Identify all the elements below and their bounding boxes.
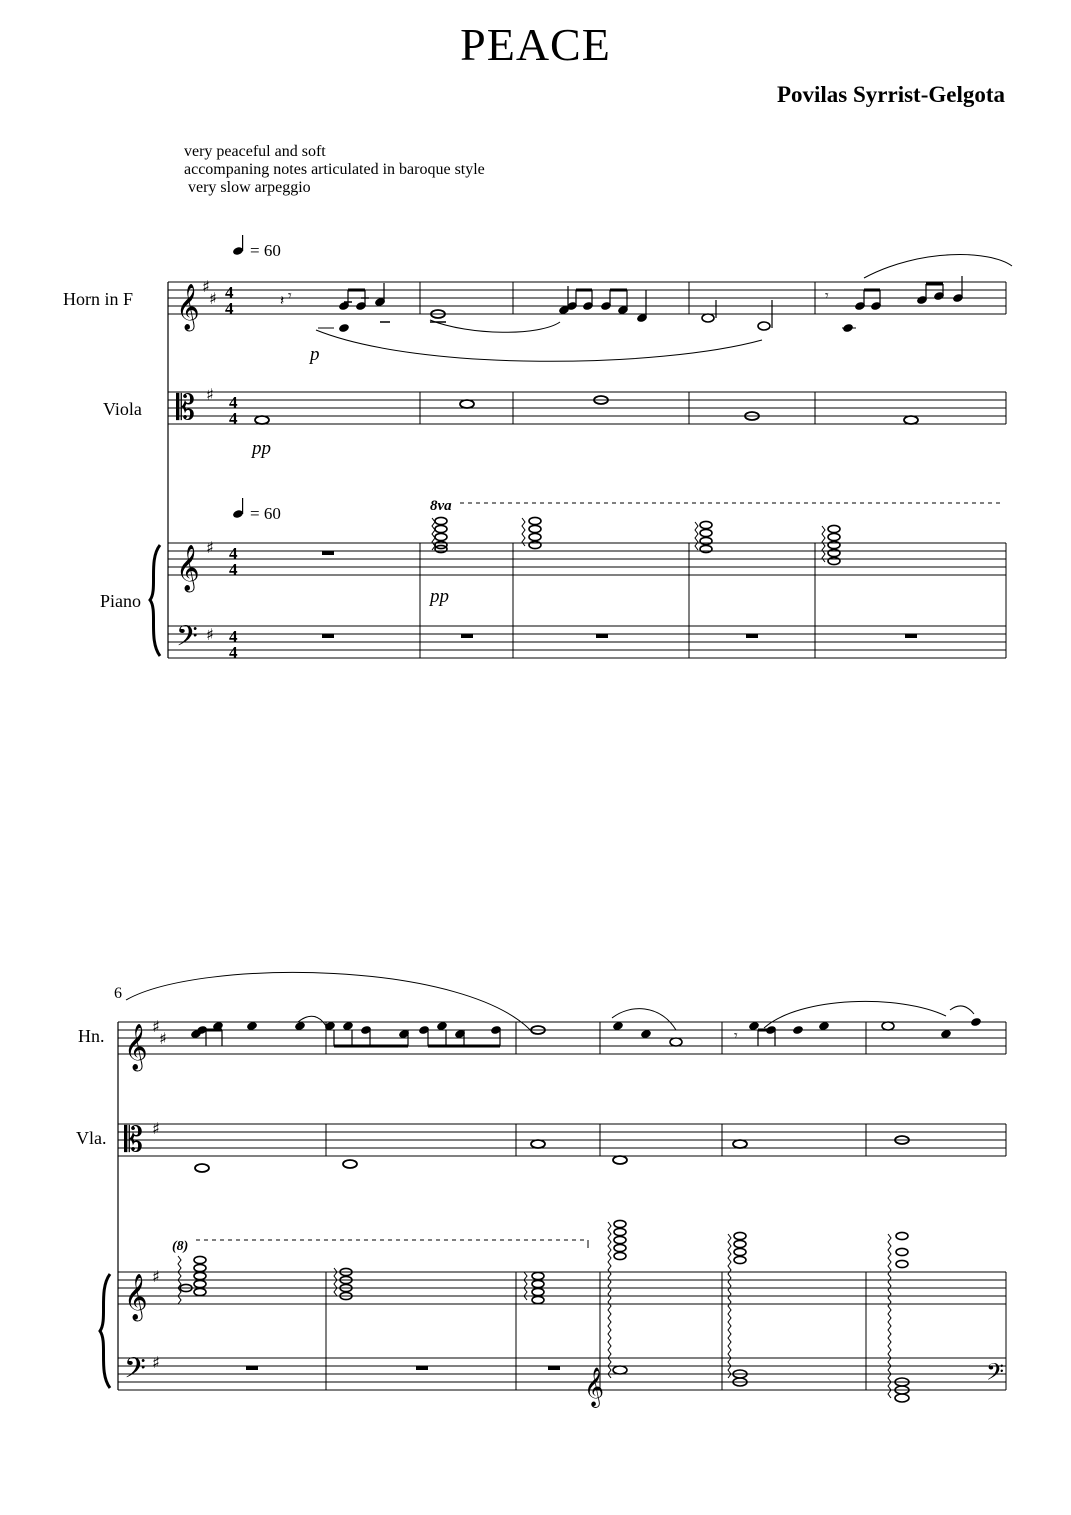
key-signature bbox=[152, 277, 217, 1372]
svg-text:𝄽: 𝄽 bbox=[280, 293, 285, 309]
ottava-continuation: (8) bbox=[172, 1239, 189, 1254]
svg-text:4: 4 bbox=[229, 643, 238, 662]
svg-text:4: 4 bbox=[229, 544, 238, 563]
piano-treble-staff-lines bbox=[168, 543, 1006, 575]
performance-instruction: very slow arpeggio bbox=[184, 179, 311, 196]
bass-clef-icon: 𝄢 bbox=[986, 1358, 1005, 1391]
rest-glyphs bbox=[280, 288, 829, 1044]
piano-brace-system2 bbox=[100, 1274, 110, 1388]
svg-text:4: 4 bbox=[229, 627, 238, 646]
quarter-note-stem bbox=[242, 498, 243, 514]
composer-name: Povilas Syrrist-Gelgota bbox=[776, 82, 1005, 107]
dynamic-marking: pp bbox=[252, 438, 271, 459]
time-signature bbox=[225, 283, 238, 662]
dynamic-marking: pp bbox=[430, 586, 449, 607]
treble-clef-icon: 𝄞 bbox=[176, 284, 200, 330]
quarter-note-stem bbox=[242, 235, 243, 251]
horn-noteheads bbox=[338, 291, 964, 333]
piano-bass-staff-lines-system2 bbox=[118, 1358, 1006, 1390]
measure-number: 6 bbox=[114, 985, 122, 1002]
viola-short-label: Vla. bbox=[76, 1128, 107, 1148]
piano-treble-staff-lines-system2 bbox=[118, 1272, 1006, 1304]
horn-noteheads-system2 bbox=[190, 1017, 982, 1046]
score-title: PEACE bbox=[460, 19, 611, 70]
barlines-system2 bbox=[326, 1022, 1006, 1390]
svg-text:4: 4 bbox=[229, 409, 238, 428]
svg-text:♯: ♯ bbox=[152, 1353, 160, 1372]
viola-staff-lines bbox=[168, 392, 1006, 424]
svg-text:♯: ♯ bbox=[206, 538, 214, 557]
bass-clef-icon: 𝄢 bbox=[124, 1352, 146, 1392]
svg-text:♯: ♯ bbox=[152, 1119, 160, 1138]
svg-text:𝄾: 𝄾 bbox=[734, 1028, 738, 1044]
piano-chords-system2 bbox=[178, 1220, 909, 1402]
svg-text:♯: ♯ bbox=[202, 277, 210, 296]
bass-clef-icon: 𝄢 bbox=[176, 620, 198, 660]
svg-text:♯: ♯ bbox=[206, 625, 214, 644]
barlines bbox=[420, 282, 1006, 658]
horn-label: Horn in F bbox=[63, 289, 134, 309]
svg-text:𝄾: 𝄾 bbox=[288, 288, 292, 304]
treble-clef-icon: 𝄞 bbox=[124, 1024, 148, 1070]
svg-text:4: 4 bbox=[225, 299, 234, 318]
svg-text:♯: ♯ bbox=[159, 1029, 167, 1048]
viola-noteheads-system2 bbox=[195, 1136, 909, 1172]
svg-text:4: 4 bbox=[229, 560, 238, 579]
svg-text:♯: ♯ bbox=[152, 1017, 160, 1036]
treble-clef-icon: 𝄞 bbox=[584, 1367, 605, 1407]
treble-clef-icon: 𝄞 bbox=[124, 1274, 148, 1320]
whole-rests bbox=[246, 551, 917, 1370]
performance-instruction: very peaceful and soft bbox=[184, 143, 326, 160]
svg-text:4: 4 bbox=[229, 393, 238, 412]
svg-text:♯: ♯ bbox=[206, 385, 214, 404]
svg-text:𝄾: 𝄾 bbox=[825, 288, 829, 304]
viola-label: Viola bbox=[103, 399, 142, 419]
horn-notes-system2 bbox=[126, 972, 974, 1046]
tempo-marking: = 60 bbox=[250, 241, 281, 260]
performance-instruction: accompaning notes articulated in baroque style bbox=[184, 161, 485, 178]
viola-staff-lines-system2 bbox=[118, 1124, 1006, 1156]
piano-chords bbox=[432, 503, 1004, 565]
svg-text:♯: ♯ bbox=[152, 1267, 160, 1286]
alto-clef-icon: 𝄡 bbox=[124, 1120, 143, 1160]
dynamic-marking: p bbox=[310, 344, 320, 365]
horn-short-label: Hn. bbox=[78, 1026, 105, 1046]
treble-clef-icon: 𝄞 bbox=[176, 545, 200, 591]
tempo-marking: = 60 bbox=[250, 504, 281, 523]
svg-text:♯: ♯ bbox=[209, 289, 217, 308]
ottava-marking: 8va bbox=[430, 498, 452, 514]
piano-bass-staff-lines bbox=[168, 626, 1006, 658]
alto-clef-icon: 𝄡 bbox=[176, 388, 195, 428]
svg-text:4: 4 bbox=[225, 283, 234, 302]
piano-brace bbox=[150, 545, 160, 656]
piano-label: Piano bbox=[100, 591, 142, 611]
